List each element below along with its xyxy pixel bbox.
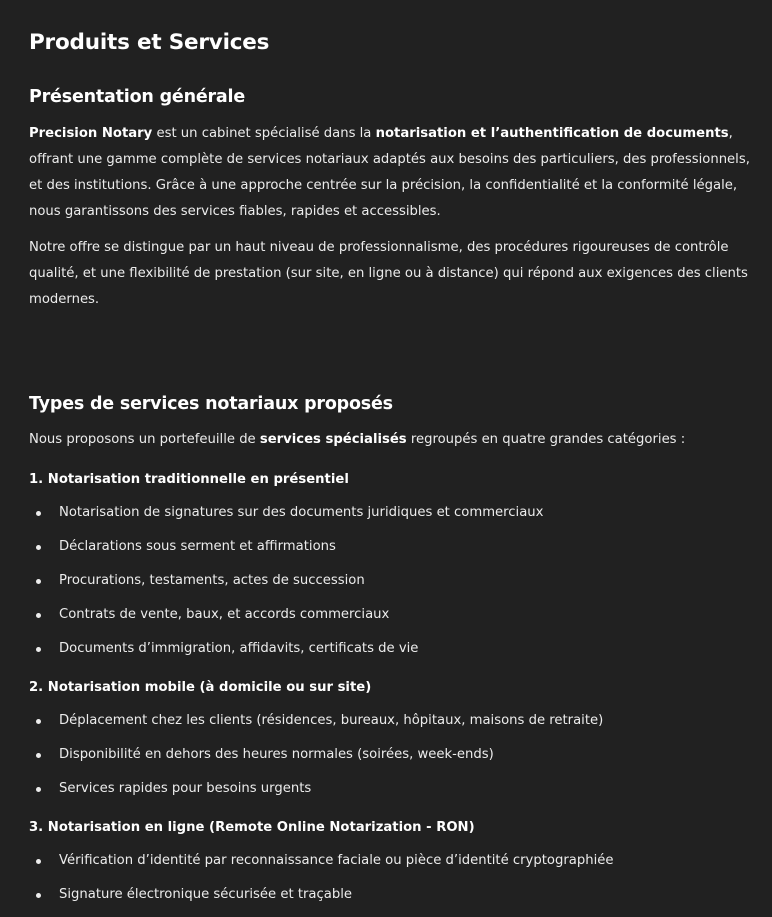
services-heading: Types de services notariaux proposés [29, 394, 393, 414]
category-list [29, 844, 751, 912]
category-title: 3. Notarisation en ligne (Remote Online Notarization - RON) [29, 820, 475, 835]
list-item: Vérification d’identité par reconnaissance faciale ou pièce d’identité cryptographiée [29, 844, 751, 878]
list-item: Déplacement chez les clients (résidences, bureaux, hôpitaux, maisons de retraite) [29, 704, 751, 738]
category-title: 1. Notarisation traditionnelle en présentiel [29, 472, 349, 487]
bullet-icon [36, 511, 41, 516]
list-item: Signature électronique sécurisée et traçable [29, 878, 751, 912]
bullet-icon [36, 647, 41, 652]
bullet-icon [36, 579, 41, 584]
bullet-icon [36, 753, 41, 758]
bold-phrase: services spécialisés [259, 432, 407, 447]
list-item: Disponibilité en dehors des heures normales (soirées, week-ends) [29, 738, 751, 772]
list-item: Procurations, testaments, actes de succession [29, 564, 751, 598]
list-item: Services rapides pour besoins urgents [29, 772, 751, 806]
bold-phrase: notarisation et l’authentification de documents [375, 126, 729, 141]
category-list [29, 704, 751, 806]
category-title: 2. Notarisation mobile (à domicile ou sur site) [29, 680, 372, 695]
overview-heading: Présentation générale [29, 87, 246, 107]
bullet-icon [36, 719, 41, 724]
bullet-icon [36, 545, 41, 550]
bullet-icon [36, 893, 41, 898]
overview-paragraph-2: Notre offre se distingue par un haut niveau de professionnalisme, des procédures rigoureuses de contrôle qualité, et une flexibilité de prestation (sur site, en ligne ou à distance) qui répond aux exigences des clients modernes. [29, 240, 748, 307]
bullet-icon [36, 787, 41, 792]
list-item: Notarisation de signatures sur des documents juridiques et commerciaux [29, 496, 751, 530]
brand-name: Precision Notary [29, 126, 153, 141]
bullet-icon [36, 859, 41, 864]
list-item: Documents d’immigration, affidavits, certificats de vie [29, 632, 751, 666]
list-item: Contrats de vente, baux, et accords commerciaux [29, 598, 751, 632]
category-list [29, 496, 751, 666]
overview-paragraph-1: Precision Notary est un cabinet spécialisé dans la notarisation et l’authentification de documents, offrant une gamme complète de services notariaux adaptés aux besoins des particuliers, des professionnels, et des institutions. Grâce à une approche centrée sur la précision, la confidentialité et la conformité légale, nous garantissons des services fiables, rapides et accessibles. [29, 126, 750, 219]
bullet-icon [36, 613, 41, 618]
page-title: Produits et Services [29, 30, 270, 55]
list-item: Déclarations sous serment et affirmations [29, 530, 751, 564]
services-intro: Nous proposons un portefeuille de services spécialisés regroupés en quatre grandes catégories : [29, 432, 686, 447]
